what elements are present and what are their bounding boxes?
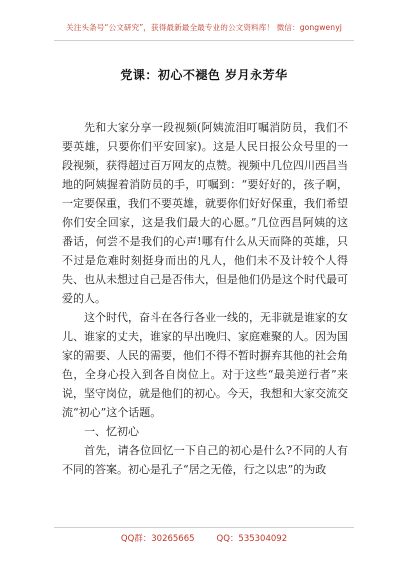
header-banner: 关注头条号“公文研究”，获得最新最全最专业的公文资料库！ 微信：gongwenyj xyxy=(66,23,342,32)
footer-qq-group: QQ群：30265665 xyxy=(120,534,195,544)
footer-qq: QQ：535304092 xyxy=(216,534,288,544)
document-body xyxy=(62,118,348,479)
section-heading: 一、忆初心 xyxy=(84,425,139,438)
document-title: 党课：初心不褪色 岁月永芳华 xyxy=(120,68,288,82)
paragraph-recall: 首先，请各位回忆一下自己的初心是什么?不同的人有不同的答案。初心是孔子“居之无倦，行之以忠”的为政 xyxy=(62,444,348,476)
footer-divider xyxy=(54,527,354,528)
paragraph-intro: 先和大家分享一段视频(阿姨流泪叮嘱消防员，我们不要英雄，只要你们平安回家)。这是人民日报公众号里的一段视频，获得超过百万网友的点赞。视频中几位四川西昌当地的阿姨握着消防员的手，叮嘱到：“要好好的，孩子啊，一定要保重，我们不要英雄，就要你们好好保重，我们希望你们安全回家，这是我们最大的心愿。”几位西昌阿姨的这番话，何尝不是我们的心声!哪有什么从天而降的英雄，只不过是危难时刻挺身而出的凡人，他们未不及计较个人得失、也从未想过自己是否伟大，但是他们仍是这个时代最可爱的人。 xyxy=(62,121,348,305)
paragraph-era: 这个时代，奋斗在各行各业一线的，无非就是谁家的女儿、谁家的丈夫，谁家的早出晚归、家庭难聚的人。因为国家的需要、人民的需要，他们不得不暂时摒弃其他的社会角色，全身心投入到各自岗位上。对于这些“最美逆行者”来说，坚守岗位，就是他们的初心。今天，我想和大家交流交流“初心”这个话题。 xyxy=(62,311,348,419)
footer xyxy=(0,532,408,544)
header-divider xyxy=(54,40,354,41)
